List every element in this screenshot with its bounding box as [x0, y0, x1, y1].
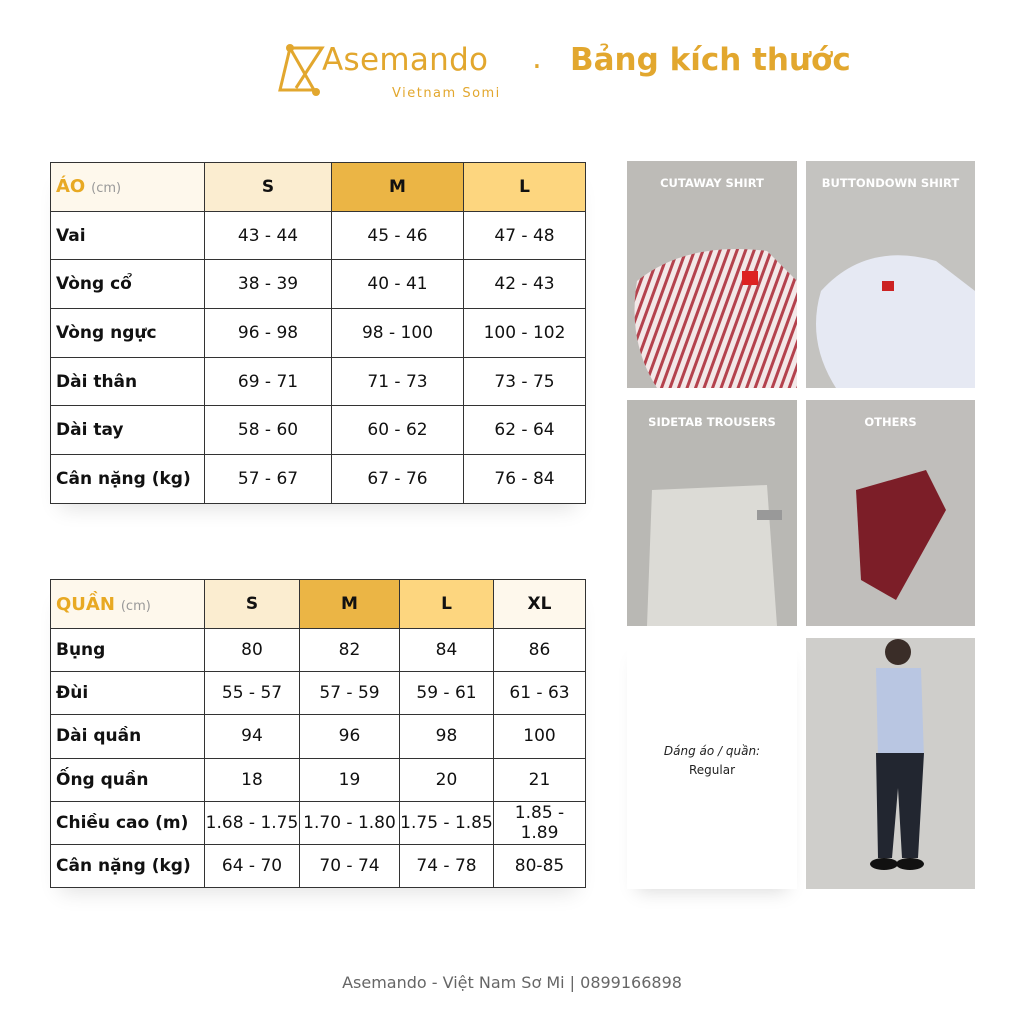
footer: Asemando - Việt Nam Sơ Mi | 0899166898 — [342, 973, 682, 992]
others-photo — [806, 400, 975, 626]
table-title-cell — [51, 163, 205, 212]
size-value: 70 - 74 — [300, 844, 400, 887]
table-row — [51, 357, 586, 406]
table-row — [51, 455, 586, 504]
size-value: 64 - 70 — [205, 844, 300, 887]
size-value: 100 — [494, 715, 586, 758]
table-row — [51, 715, 586, 758]
size-value: 57 - 67 — [205, 455, 332, 504]
table-row — [51, 844, 586, 887]
size-value: 100 - 102 — [464, 309, 586, 358]
row-label: Vòng ngực — [51, 309, 205, 358]
table-row — [51, 260, 586, 309]
row-label: Chiều cao (m) — [51, 801, 205, 844]
size-header: XL — [494, 580, 586, 629]
size-value: 96 - 98 — [205, 309, 332, 358]
pants-size-table — [50, 579, 586, 888]
row-label: Ống quần — [51, 758, 205, 801]
row-label: Dài quần — [51, 715, 205, 758]
table-title-cell — [51, 580, 205, 629]
row-label: Cân nặng (kg) — [51, 844, 205, 887]
size-value: 84 — [400, 629, 494, 672]
row-label: Đùi — [51, 672, 205, 715]
size-value: 80-85 — [494, 844, 586, 887]
shirt-image-icon — [627, 221, 797, 388]
sidetab-trousers-photo — [627, 400, 797, 626]
table-row — [51, 406, 586, 455]
model-image-icon — [806, 638, 975, 889]
brand-name: Asemando — [322, 42, 489, 78]
size-header: L — [464, 163, 586, 212]
size-value: 55 - 57 — [205, 672, 300, 715]
size-value: 18 — [205, 758, 300, 801]
row-label: Cân nặng (kg) — [51, 455, 205, 504]
size-value: 45 - 46 — [332, 211, 464, 260]
photo-caption: SIDETAB TROUSERS — [648, 415, 776, 429]
unit-label: (cm) — [120, 598, 151, 614]
size-value: 57 - 59 — [300, 672, 400, 715]
size-value: 59 - 61 — [400, 672, 494, 715]
size-value: 73 - 75 — [464, 357, 586, 406]
size-value: 98 — [400, 715, 494, 758]
table-row — [51, 801, 586, 844]
size-value: 1.70 - 1.80 — [300, 801, 400, 844]
fit-note-value: Regular — [688, 763, 736, 777]
size-value: 61 - 63 — [494, 672, 586, 715]
size-value: 62 - 64 — [464, 406, 586, 455]
size-value: 42 - 43 — [464, 260, 586, 309]
unit-label: (cm) — [91, 181, 122, 197]
size-value: 96 — [300, 715, 400, 758]
title-separator: . — [532, 40, 542, 76]
size-value: 43 - 44 — [205, 211, 332, 260]
photo-caption: BUTTONDOWN SHIRT — [821, 176, 960, 190]
table-title: ÁO — [56, 176, 86, 198]
size-value: 1.75 - 1.85 — [400, 801, 494, 844]
size-value: 82 — [300, 629, 400, 672]
row-label: Dài tay — [51, 406, 205, 455]
size-value: 80 — [205, 629, 300, 672]
size-value: 67 - 76 — [332, 455, 464, 504]
size-header: M — [300, 580, 400, 629]
size-value: 21 — [494, 758, 586, 801]
size-value: 1.68 - 1.75 — [205, 801, 300, 844]
size-header: M — [332, 163, 464, 212]
fit-note — [627, 638, 797, 889]
size-value: 1.85 - 1.89 — [494, 801, 586, 844]
table-row — [51, 309, 586, 358]
size-value: 98 - 100 — [332, 309, 464, 358]
size-value: 47 - 48 — [464, 211, 586, 260]
table-title: QUẦN — [56, 593, 115, 615]
trousers-image-icon — [627, 470, 797, 626]
table-header-row — [51, 580, 586, 629]
row-label: Vòng cổ — [51, 260, 205, 309]
size-value: 94 — [205, 715, 300, 758]
row-label: Vai — [51, 211, 205, 260]
table-row — [51, 211, 586, 260]
shirt-image-icon — [806, 221, 975, 388]
cutaway-shirt-photo — [627, 161, 797, 388]
size-header: L — [400, 580, 494, 629]
photo-caption: OTHERS — [864, 415, 917, 429]
size-value: 71 - 73 — [332, 357, 464, 406]
size-value: 38 - 39 — [205, 260, 332, 309]
size-value: 20 — [400, 758, 494, 801]
size-value: 76 - 84 — [464, 455, 586, 504]
row-label: Bụng — [51, 629, 205, 672]
model-photo — [806, 638, 975, 889]
page-title: Bảng kích thước — [570, 42, 851, 78]
size-value: 40 - 41 — [332, 260, 464, 309]
size-header: S — [205, 163, 332, 212]
size-value: 69 - 71 — [205, 357, 332, 406]
size-value: 60 - 62 — [332, 406, 464, 455]
brand-subtitle: Vietnam Somi — [392, 86, 501, 101]
shirt-size-table — [50, 162, 586, 504]
row-label: Dài thân — [51, 357, 205, 406]
size-header: S — [205, 580, 300, 629]
buttondown-shirt-photo — [806, 161, 975, 388]
photo-caption: CUTAWAY SHIRT — [660, 176, 764, 190]
table-row — [51, 672, 586, 715]
size-value: 19 — [300, 758, 400, 801]
fit-note-label: Dáng áo / quần: — [663, 744, 761, 758]
size-value: 58 - 60 — [205, 406, 332, 455]
size-value: 86 — [494, 629, 586, 672]
table-header-row — [51, 163, 586, 212]
table-row — [51, 758, 586, 801]
tie-image-icon — [806, 450, 975, 626]
size-value: 74 - 78 — [400, 844, 494, 887]
table-row — [51, 629, 586, 672]
